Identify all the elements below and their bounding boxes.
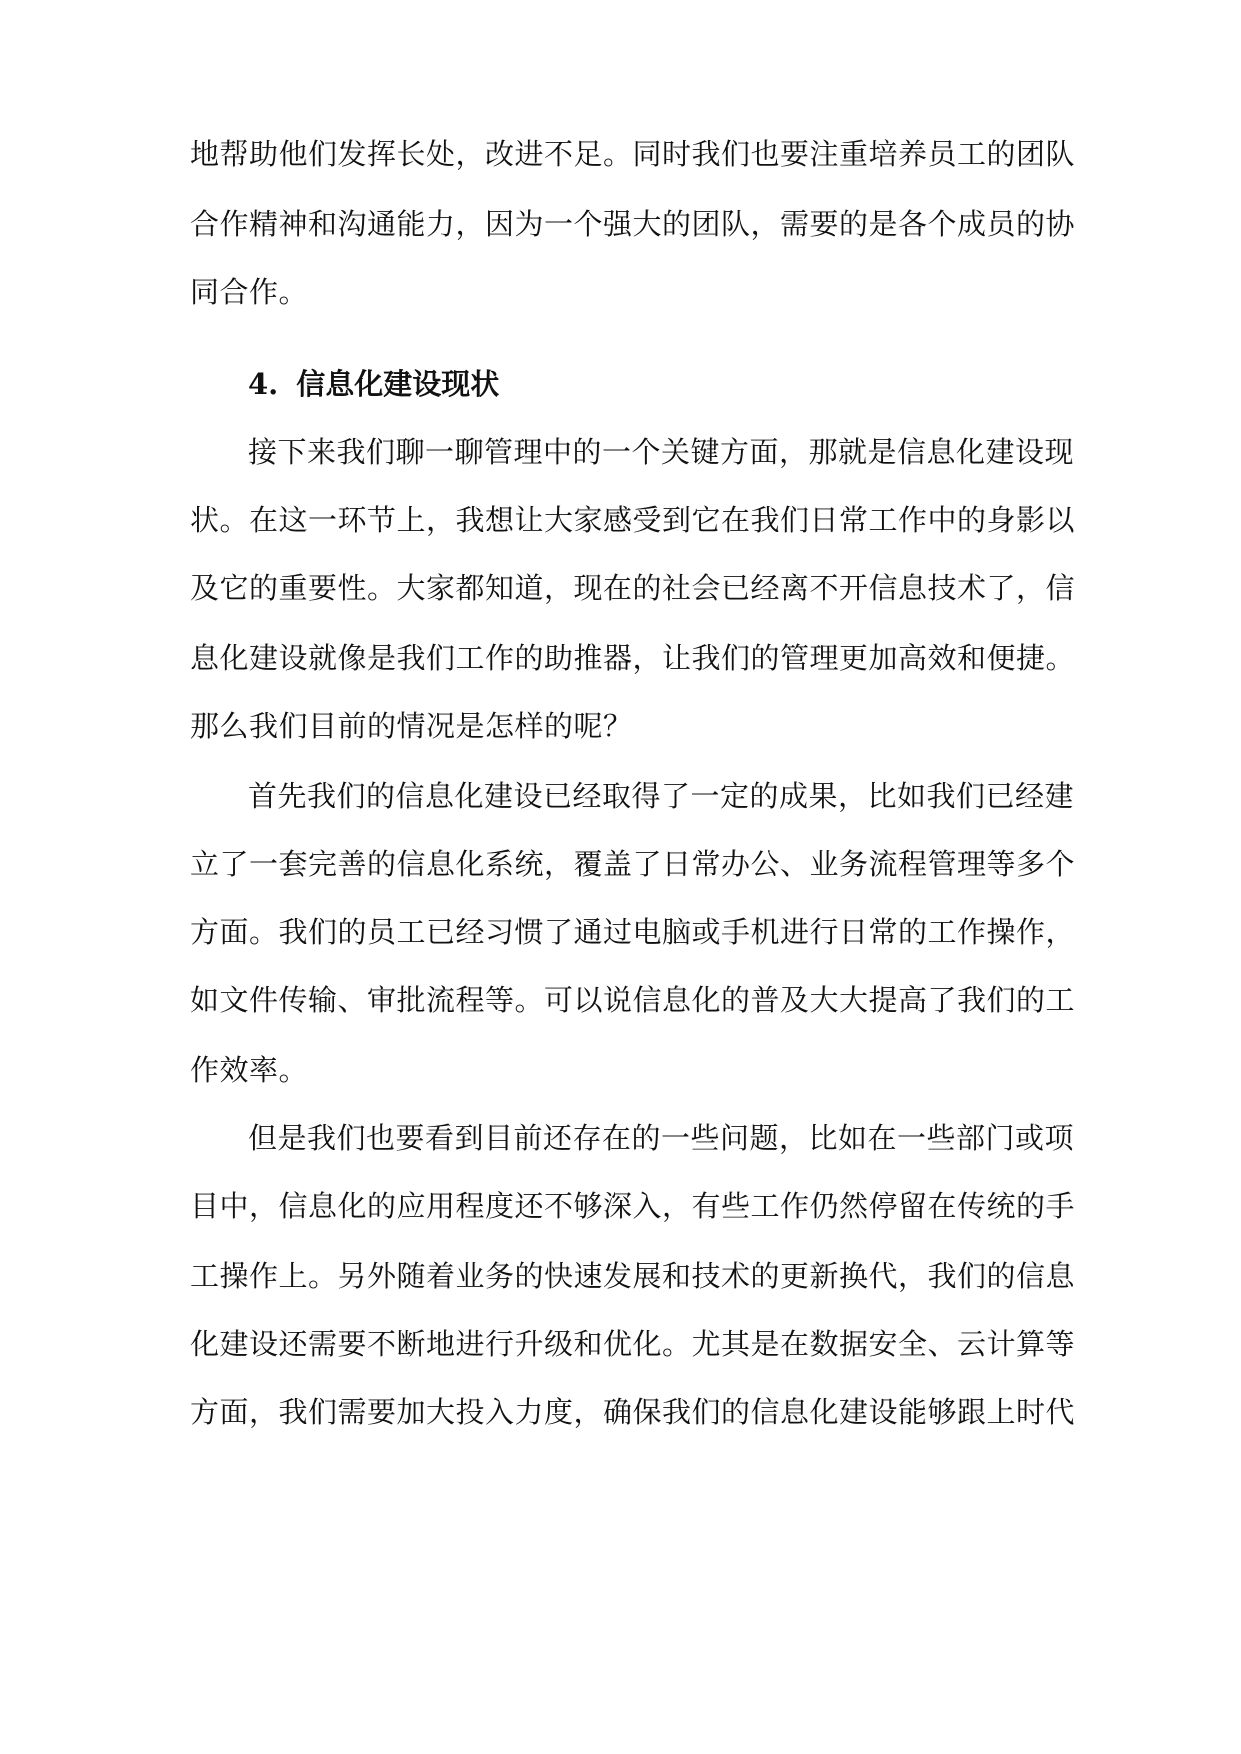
paragraph-line: 那么我们目前的情况是怎样的呢？ <box>190 709 633 743</box>
paragraph-line: 及它的重要性。大家都知道，现在的社会已经离不开信息技术了，信 <box>190 571 1076 605</box>
paragraph-line: 同合作。 <box>190 275 309 309</box>
section-title: 信息化建设现状 <box>296 367 500 401</box>
paragraph-line: 地帮助他们发挥长处，改进不足。同时我们也要注重培养员工的团队 <box>190 137 1076 171</box>
paragraph-line: 但是我们也要看到目前还存在的一些问题，比如在一些部门或项 <box>248 1121 1075 1155</box>
paragraph-line: 方面。我们的员工已经习惯了通过电脑或手机进行日常的工作操作， <box>190 915 1076 949</box>
paragraph-line: 状。在这一环节上，我想让大家感受到它在我们日常工作中的身影以 <box>190 503 1076 537</box>
paragraph-line: 如文件传输、审批流程等。可以说信息化的普及大大提高了我们的工 <box>190 983 1076 1017</box>
section-number: 4. <box>248 367 279 401</box>
section-heading <box>248 364 499 404</box>
paragraph-line: 目中，信息化的应用程度还不够深入，有些工作仍然停留在传统的手 <box>190 1189 1076 1223</box>
paragraph-line: 立了一套完善的信息化系统，覆盖了日常办公、业务流程管理等多个 <box>190 847 1076 881</box>
paragraph-line: 首先我们的信息化建设已经取得了一定的成果，比如我们已经建 <box>248 779 1075 813</box>
paragraph-line: 化建设还需要不断地进行升级和优化。尤其是在数据安全、云计算等 <box>190 1327 1076 1361</box>
paragraph-line: 方面，我们需要加大投入力度，确保我们的信息化建设能够跟上时代 <box>190 1395 1076 1429</box>
paragraph-line: 息化建设就像是我们工作的助推器，让我们的管理更加高效和便捷。 <box>190 641 1076 675</box>
paragraph-line: 接下来我们聊一聊管理中的一个关键方面，那就是信息化建设现 <box>248 435 1075 469</box>
paragraph-line: 作效率。 <box>190 1053 309 1087</box>
paragraph-line: 合作精神和沟通能力，因为一个强大的团队，需要的是各个成员的协 <box>190 207 1076 241</box>
paragraph-line: 工操作上。另外随着业务的快速发展和技术的更新换代，我们的信息 <box>190 1259 1076 1293</box>
